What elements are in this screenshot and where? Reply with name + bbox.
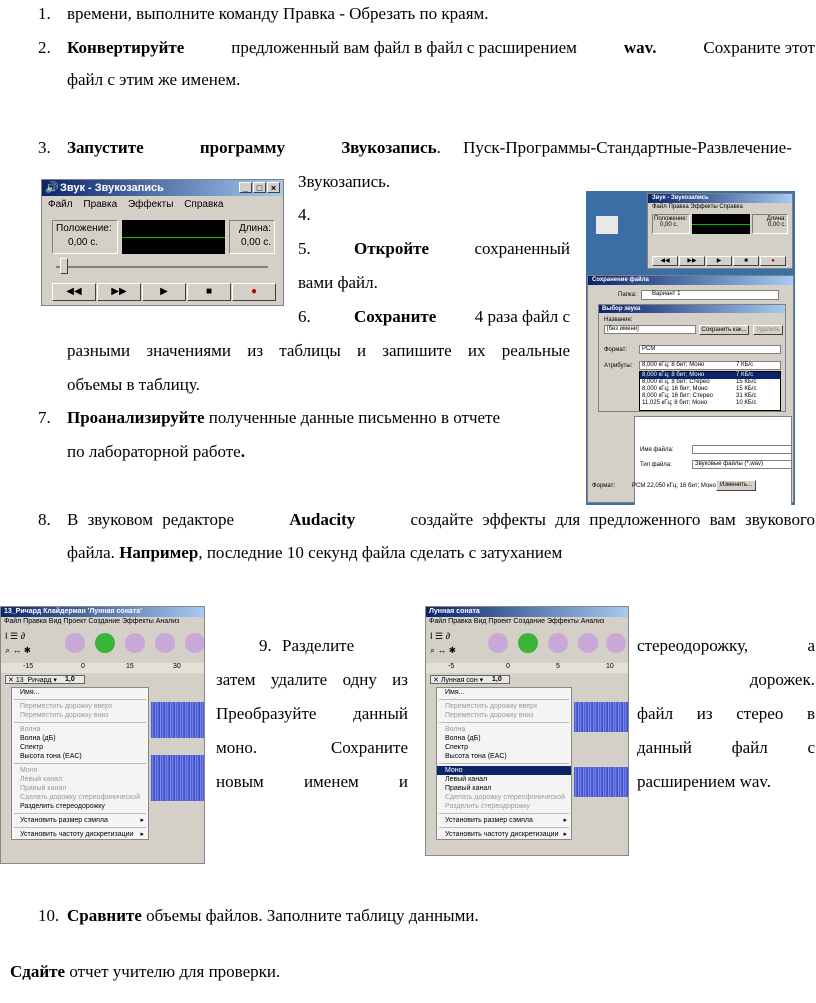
waveform-bottom [574, 767, 629, 797]
small-record-button[interactable]: ● [760, 256, 786, 266]
item-6-bold: Сохраните [354, 307, 437, 326]
item-9-row-5b: расширением wav. [637, 772, 772, 791]
waveform-bottom [151, 755, 205, 801]
menu-item[interactable]: Переместить дорожку вниз [20, 712, 109, 719]
attributes-option[interactable]: 8,000 кГц; 16 бит; Стерео 31 КБ/с [642, 393, 757, 399]
recorder-titlebar [42, 180, 283, 196]
record-button[interactable]: ● [232, 283, 276, 301]
audacity-left-menubar: Файл Правка Вид Проект Создание Эффекты Анализ [4, 618, 180, 625]
item-2-text-b: Сохраните этот [703, 38, 815, 57]
item-9-row-3b: файл из стерео в [637, 704, 815, 723]
attributes-select[interactable]: 8,000 кГц; 8 бит; Моно 7 КБ/с [639, 361, 781, 370]
menu-item[interactable]: Переместить дорожку вниз [445, 712, 534, 719]
item-8-line-2a: файла. [67, 543, 115, 562]
menu-separator [439, 763, 569, 764]
choose-sound-title: Выбор звука [599, 305, 785, 313]
sound-recorder-window [41, 179, 284, 306]
maximize-icon[interactable]: □ [253, 182, 266, 193]
audacity-left-title: 13_Ричард Клайдерман 'Лунная соната' [1, 607, 204, 617]
item-1-number: 1. [38, 4, 51, 23]
play-button[interactable] [95, 633, 115, 653]
item-6-text: 4 раза файл с [474, 307, 570, 326]
menu-separator [14, 722, 146, 723]
item-10-line [67, 906, 479, 926]
item-3-line-2: Звукозапись. [298, 172, 391, 191]
menu-separator [14, 827, 146, 828]
item-6-line-1 [354, 307, 570, 327]
minimize-icon[interactable]: _ [239, 182, 252, 193]
item-5-text: сохраненный [474, 239, 570, 258]
menu-item[interactable]: Левый канал [445, 776, 488, 783]
item-5-number: 5. [298, 239, 311, 258]
audacity-right-title: Лунная соната [426, 607, 628, 617]
item-5-line-2: вами файл. [298, 273, 378, 292]
item-10-number: 10. [38, 906, 60, 925]
waveform-top [574, 702, 629, 732]
menu-file[interactable]: Файл [48, 199, 73, 210]
menu-separator [439, 827, 569, 828]
position-value: 0,00 с. [68, 237, 99, 248]
name-select[interactable]: [без имени] [604, 325, 696, 334]
waveform-top [151, 702, 205, 738]
folder-label: Папка: [618, 292, 637, 298]
menu-separator [14, 699, 146, 700]
seek-slider-thumb[interactable] [60, 258, 68, 274]
menu-item[interactable]: Имя... [445, 689, 465, 696]
item-9-number: 9. [259, 636, 272, 655]
filename-label: Имя файла: [640, 447, 674, 453]
final-bold: Сдайте [10, 962, 66, 981]
item-8-bold-2: Например [119, 543, 199, 562]
item-7-line-1 [67, 408, 500, 428]
menu-item[interactable]: Установить частоту дискретизации ▸ [20, 831, 144, 838]
delete-button[interactable]: Удалить [753, 325, 783, 335]
gain-value: 1,0 [492, 676, 502, 683]
filetype-label: Тип файла: [640, 462, 672, 468]
item-7-text: полученные данные письменно в отчете [208, 408, 501, 427]
format-footer-label: Формат: [592, 483, 615, 489]
attributes-option[interactable]: 8,000 кГц; 8 бит; Моно 7 КБ/с [640, 372, 780, 379]
close-icon[interactable]: × [267, 182, 280, 193]
save-as-button[interactable]: Сохранить как... [699, 325, 749, 335]
item-9-word-1: Разделите [282, 636, 355, 655]
skip-start-button[interactable] [488, 633, 508, 653]
item-7-line-2-text: по лабораторной работе [67, 442, 241, 461]
position-panel [52, 220, 118, 254]
item-2-bold-wav: wav. [623, 38, 657, 57]
item-2-number: 2. [38, 38, 51, 57]
item-5-line-1 [354, 239, 570, 259]
item-9-row-2b: дорожек. [749, 670, 815, 689]
save-file-title: Сохранение файла [588, 276, 793, 285]
timeline-ruler: -15 0 15 30 [1, 663, 205, 673]
track-name-dropdown[interactable]: ✕ 13_Ричард ▾ [5, 675, 85, 684]
stop-button[interactable] [185, 633, 205, 653]
submenu-arrow-icon: ▸ [140, 831, 144, 838]
item-8-bold: Audacity [289, 510, 356, 529]
menu-item[interactable]: Волна [20, 726, 41, 733]
forward-button[interactable]: ▶▶ [97, 283, 141, 301]
menu-item[interactable]: Сделать дорожку стереофонической [20, 794, 140, 801]
item-4-number: 4. [298, 205, 311, 224]
audacity-right-tools[interactable]: I ☰ ∂ ⌕ ↔ ✱ [430, 631, 456, 655]
menu-item[interactable]: Правый канал [445, 785, 492, 792]
menu-item[interactable]: Спектр [445, 744, 468, 751]
item-9-row-2a: затем удалите одну из [216, 670, 408, 689]
attributes-option[interactable]: 11,025 кГц; 8 бит; Моно 10 КБ/с [642, 400, 757, 406]
format-label: Формат: [604, 347, 627, 353]
item-8-text-a: В звуковом редакторе [67, 510, 235, 529]
name-label: Название: [604, 317, 633, 323]
track-context-menu [11, 687, 149, 840]
small-recorder-title: Звук - Звукозапись [648, 194, 792, 203]
item-2-bold: Конвертируйте [67, 38, 185, 57]
seek-track [56, 266, 268, 268]
small-stop-button[interactable]: ■ [733, 256, 759, 266]
audacity-left-screenshot [0, 606, 205, 864]
save-dialog-screenshot [586, 191, 795, 505]
save-file-dialog [587, 275, 794, 503]
item-3-line-1 [67, 138, 815, 158]
item-6-number: 6. [298, 307, 311, 326]
item-10-text: объемы файлов. Заполните таблицу данными. [146, 906, 479, 925]
item-7-bold-end: . [240, 442, 245, 461]
item-7-bold: Проанализируйте [67, 408, 205, 427]
menu-separator [439, 699, 569, 700]
pause-button[interactable] [155, 633, 175, 653]
menu-item[interactable]: Переместить дорожку вверх [20, 703, 113, 710]
menu-item[interactable]: Моно [437, 766, 571, 775]
folder-select[interactable]: Вариант 1 [641, 290, 779, 300]
small-forward-button[interactable]: ▶▶ [679, 256, 705, 266]
small-recorder-menu: Файл Правка Эффекты Справка [652, 204, 743, 210]
filetype-select[interactable]: Звуковые файлы (*.wav) [692, 460, 792, 469]
format-footer-value: PCM 22,050 кГц; 16 бит; Моно [632, 483, 716, 489]
length-panel [229, 220, 275, 254]
menu-item[interactable]: Правый канал [20, 785, 67, 792]
timeline-ruler: -5 0 5 10 [426, 663, 629, 673]
speaker-icon: 🔊 [45, 182, 59, 194]
menu-item[interactable]: Установить размер сэмпла ▸ [445, 817, 567, 824]
menu-item[interactable]: Переместить дорожку вверх [445, 703, 538, 710]
menu-item[interactable]: Волна (дБ) [445, 735, 481, 742]
menu-item[interactable]: Установить размер сэмпла ▸ [20, 817, 144, 824]
menu-separator [14, 763, 146, 764]
choose-sound-dialog [598, 304, 786, 412]
menu-help[interactable]: Справка [184, 199, 224, 210]
rewind-button[interactable]: ◀◀ [52, 283, 96, 301]
attributes-option[interactable]: 8,000 кГц; 16 бит; Моно 15 КБ/с [642, 386, 757, 392]
record-button[interactable] [125, 633, 145, 653]
menu-item[interactable]: Разделить стереодорожку [20, 803, 105, 810]
audacity-right-menubar: Файл Правка Вид Проект Создание Эффекты Анализ [429, 618, 605, 625]
play-button[interactable] [518, 633, 538, 653]
recorder-menubar [42, 196, 283, 213]
small-play-button[interactable]: ▶ [706, 256, 732, 266]
item-2-text-a: предложенный вам файл в файл с расширением [231, 38, 577, 57]
final-line [10, 962, 280, 982]
small-rewind-button[interactable]: ◀◀ [652, 256, 678, 266]
menu-item[interactable]: Разделить стереодорожку [445, 803, 530, 810]
menu-item[interactable]: Сделать дорожку стереофонической [445, 794, 565, 801]
item-7-number: 7. [38, 408, 51, 427]
item-3-number: 3. [38, 138, 51, 157]
item-9-word-2: стереодорожку, [637, 636, 749, 655]
item-10-bold: Сравните [67, 906, 142, 925]
gain-value: 1,0 [65, 676, 75, 683]
stop-button[interactable]: ■ [187, 283, 231, 301]
small-length-panel: Длина: 0,00 с. [752, 214, 788, 234]
item-8-line-2 [67, 543, 562, 563]
menu-item[interactable]: Моно [20, 767, 38, 774]
item-6-line-2: разными значениями из таблицы и запишите их реальные [67, 341, 570, 360]
item-3-bold: Запустите программу Звукозапись [67, 138, 437, 157]
attributes-label: Атрибуты: [604, 363, 633, 369]
menu-item[interactable]: Левый канал [20, 776, 63, 783]
waveform-display [122, 220, 225, 254]
item-2-line-1 [67, 38, 815, 58]
menu-item[interactable]: Спектр [20, 744, 43, 751]
pause-button[interactable] [578, 633, 598, 653]
item-8-number: 8. [38, 510, 51, 529]
play-button[interactable]: ▶ [142, 283, 186, 301]
item-8-line-2b: , последние 10 секунд файла сделать с затуханием [198, 543, 563, 562]
item-7-line-2 [67, 442, 245, 462]
menu-separator [14, 813, 146, 814]
change-button[interactable]: Изменить... [716, 480, 756, 491]
item-2-line-2: файл с этим же именем. [67, 70, 241, 89]
length-label: Длина: [238, 223, 271, 234]
small-recorder-window [647, 193, 793, 269]
submenu-arrow-icon: ▸ [563, 817, 567, 824]
submenu-arrow-icon: ▸ [140, 817, 144, 824]
filename-input[interactable] [692, 445, 792, 454]
audacity-left-tools[interactable]: I ☰ ∂ ⌕ ↔ ✱ [5, 631, 31, 655]
attributes-list [639, 371, 781, 411]
menu-item[interactable]: Высота тона (EAC) [445, 753, 507, 760]
skip-start-button[interactable] [65, 633, 85, 653]
stop-button[interactable] [606, 633, 626, 653]
length-value: 0,00 с. [240, 237, 271, 248]
small-waveform [692, 214, 750, 234]
menu-item[interactable]: Волна (дБ) [20, 735, 56, 742]
menu-item[interactable]: Установить частоту дискретизации ▸ [445, 831, 567, 838]
track-context-menu [436, 687, 572, 840]
attributes-option[interactable]: 8,000 кГц; 8 бит; Стерео 15 КБ/с [642, 379, 757, 385]
final-text: отчет учителю для проверки. [69, 962, 281, 981]
menu-item[interactable]: Имя... [20, 689, 40, 696]
recorder-title: Звук - Звукозапись [60, 182, 164, 194]
menu-effects[interactable]: Эффекты [127, 199, 174, 210]
menu-item[interactable]: Высота тона (EAC) [20, 753, 82, 760]
record-button[interactable] [548, 633, 568, 653]
position-label: Положение: [56, 223, 112, 234]
item-8-line-1 [67, 510, 815, 530]
item-9-word-3: а [807, 636, 815, 655]
audacity-right-screenshot [425, 606, 629, 856]
item-9-line-1-right [637, 636, 815, 656]
format-select[interactable]: PCM [639, 345, 781, 354]
desktop-icon-1 [596, 216, 618, 234]
small-position-panel: Положение: 0,00 с. [652, 214, 690, 234]
item-3-text: . Пуск-Программы-Стандартные-Развлечение- [436, 138, 792, 157]
item-9-row-4b: данный файл с [637, 738, 815, 757]
item-9-row-3a: Преобразуйте данный [216, 704, 408, 723]
submenu-arrow-icon: ▸ [563, 831, 567, 838]
track-name-dropdown[interactable]: ✕ Лунная сон ▾ [430, 675, 510, 684]
item-5-bold: Откройте [354, 239, 430, 258]
menu-separator [439, 813, 569, 814]
menu-edit[interactable]: Правка [83, 199, 118, 210]
menu-item[interactable]: Волна [445, 726, 466, 733]
menu-separator [439, 722, 569, 723]
item-8-text-b: создайте эффекты для предложенного вам звукового [410, 510, 815, 529]
item-1-text: времени, выполните команду Правка - Обрезать по краям. [67, 4, 489, 23]
item-6-line-3: объемы в таблицу. [67, 375, 200, 394]
item-9-row-4a: моно. Сохраните [216, 738, 408, 757]
item-9-row-5a: новым именем и [216, 772, 408, 791]
